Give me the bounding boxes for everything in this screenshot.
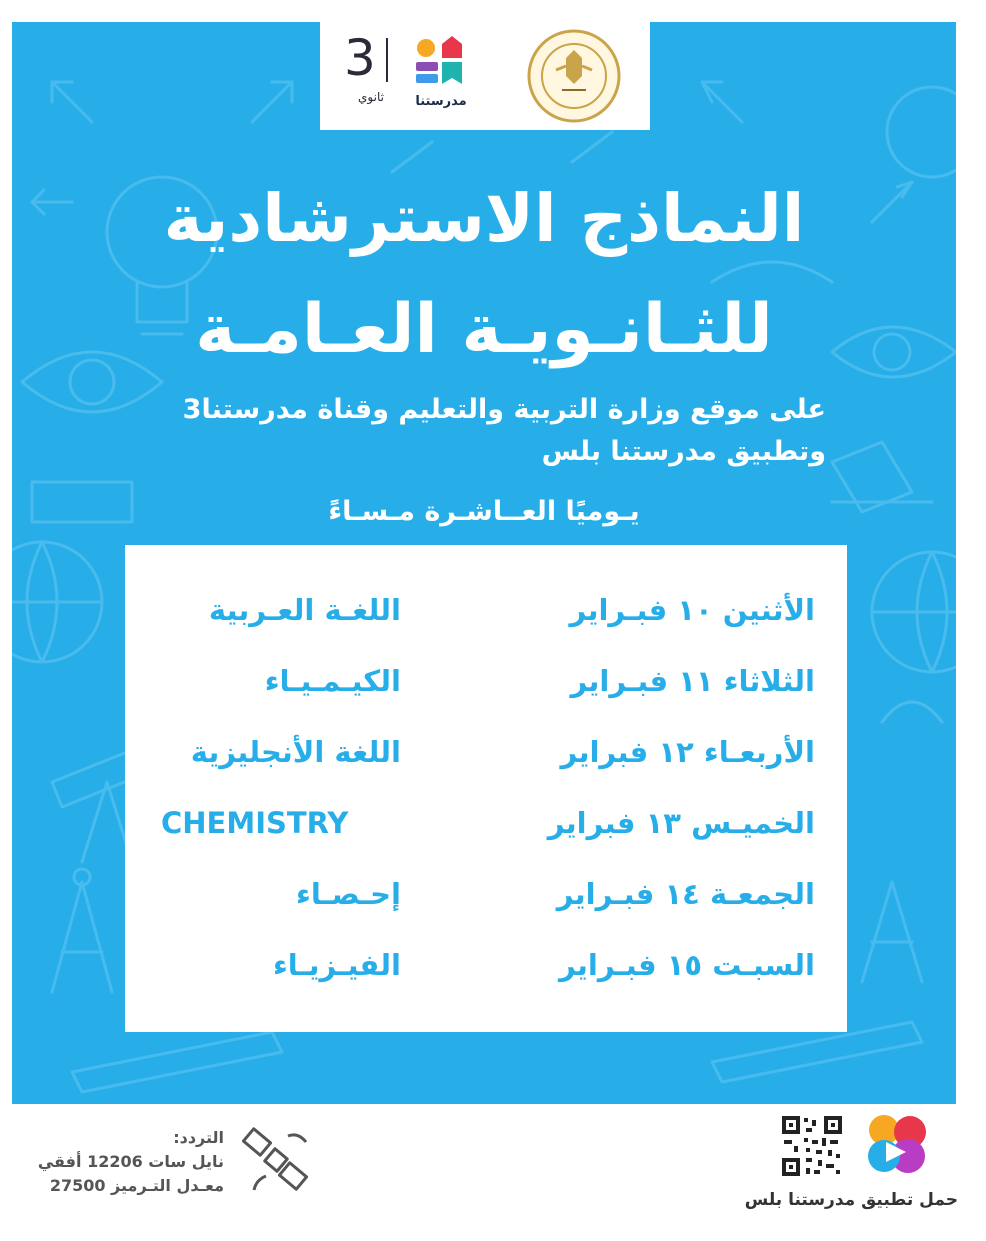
schedule-table	[125, 545, 847, 1032]
schedule-subject: اللغـة العـربية	[208, 593, 401, 627]
madrasatna-logo-icon	[410, 34, 472, 94]
frequency-value: نايل سات 12206 أفقي	[37, 1152, 224, 1171]
logo-bar	[320, 22, 650, 130]
schedule-subject: إحـصـاء	[296, 877, 401, 911]
daily-time: يـوميًا العــاشـرة مـسـاءً	[328, 496, 640, 527]
logo-madrasatna-text: مدرستنا	[415, 94, 467, 109]
frequency-label: التردد:	[173, 1128, 224, 1147]
schedule-subject: CHEMISTRY	[161, 806, 349, 840]
schedule-day: الجمعـة ١٤ فبـراير	[556, 877, 815, 911]
schedule-row	[125, 735, 847, 785]
info-line-2: وتطبيق مدرستنا بلس	[541, 436, 826, 467]
schedule-day: الخميـس ١٣ فبراير	[547, 806, 815, 840]
satellite-icon	[242, 1126, 314, 1198]
schedule-row	[125, 806, 847, 856]
schedule-row	[125, 593, 847, 643]
logo-three-text: 3	[344, 29, 376, 87]
download-app-text: حمل تطبيق مدرستنا بلس	[744, 1190, 958, 1210]
app-logo-icon[interactable]	[864, 1112, 930, 1176]
info-line-1: على موقع وزارة التربية والتعليم وقناة مدرستنا3	[182, 394, 826, 425]
schedule-row	[125, 664, 847, 714]
schedule-subject: الفيـزيـاء	[272, 948, 401, 982]
symbol-rate: معـدل التـرميز 27500	[49, 1176, 224, 1195]
schedule-day: الثلاثاء ١١ فبـراير	[570, 664, 815, 698]
logo-three-sub: ثانوي	[358, 90, 384, 104]
schedule-row	[125, 948, 847, 998]
madrasatna-logo	[410, 34, 472, 114]
qr-code-icon[interactable]	[780, 1114, 844, 1178]
schedule-day: الأثنين ١٠ فبـراير	[569, 593, 815, 627]
schedule-subject: الكيـمـيـاء	[264, 664, 401, 698]
title-line-1: النماذج الاسترشادية	[163, 180, 805, 257]
logo-divider	[386, 38, 388, 82]
schedule-subject: اللغة الأنجليزية	[190, 735, 401, 769]
thanawy-3-logo	[342, 30, 400, 110]
schedule-row	[125, 877, 847, 927]
ministry-seal-icon	[526, 28, 622, 124]
schedule-day: السبـت ١٥ فبـراير	[558, 948, 815, 982]
frequency-info	[24, 1126, 324, 1206]
title-line-2: للثـانـويـة العـامـة	[195, 290, 773, 369]
schedule-day: الأربعـاء ١٢ فبراير	[560, 735, 815, 769]
poster	[12, 22, 956, 1104]
